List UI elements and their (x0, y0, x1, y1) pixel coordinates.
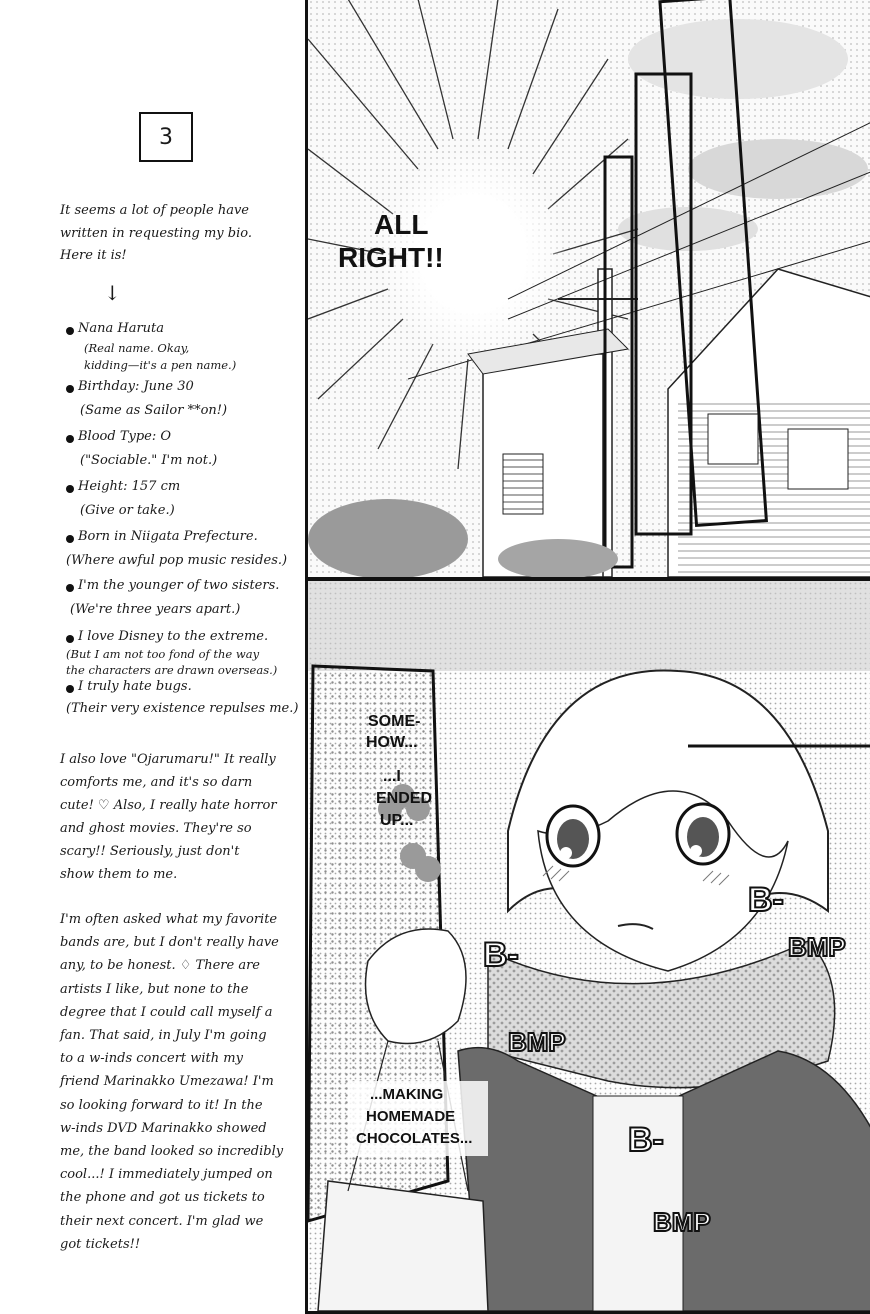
paragraph-line: I'm often asked what my favorite (60, 912, 278, 927)
paragraph-line: show them to me. (60, 867, 178, 882)
paper-bag (318, 1181, 488, 1311)
paragraph-line: scary!! Seriously, just don't (60, 844, 240, 859)
street-scene-art (308, 0, 870, 577)
paragraph-line: so looking forward to it! In the (60, 1097, 263, 1113)
bio-item-note: (Real name. Okay, (84, 341, 190, 355)
cloud-shape (688, 139, 868, 199)
bio-item-note: ("Sociable." I'm not.) (80, 453, 218, 468)
bullet-icon (66, 327, 74, 335)
paragraph-line: comforts me, and it's so darn (60, 775, 253, 790)
paragraph-line: fan. That said, in July I'm going (60, 1028, 267, 1044)
sfx-bbmp-middle: B- BMP (483, 936, 566, 1057)
bio-item-text: I'm the younger of two sisters. (78, 578, 280, 593)
bio-list (60, 318, 300, 718)
bio-item-note: (But I am not too fond of the way (66, 647, 260, 661)
sfx-bbmp-right: B- BMP (748, 881, 846, 962)
cloud-shape (618, 207, 758, 251)
bullet-icon (66, 385, 74, 393)
paragraph-ojarumaru (60, 748, 277, 886)
paragraph-line: cute! ♡ Also, I really hate horror (60, 798, 277, 813)
paragraph-bands (60, 908, 283, 1256)
panel-girl-with-bag (305, 578, 870, 1314)
bio-item-text: Born in Niigata Prefecture. (78, 529, 258, 544)
speech-making-chocolates: ...MAKING HOMEMADE CHOCOLATES... (356, 1086, 473, 1147)
sfx-all-right-line2: RIGHT!! (338, 242, 444, 273)
panel-street-scene (305, 0, 870, 580)
bio-item-text: Blood Type: O (78, 429, 172, 444)
bio-item-text: I love Disney to the extreme. (78, 629, 269, 644)
bio-item-text: Nana Haruta (78, 321, 165, 336)
bio-item-note: kidding—it's a pen name.) (84, 358, 237, 372)
intro-line: It seems a lot of people have (60, 203, 249, 218)
speech-somehow: SOME- HOW... (366, 713, 421, 751)
paragraph-line: got tickets!! (60, 1236, 141, 1252)
bullet-icon (66, 584, 74, 592)
paragraph-line: their next concert. I'm glad we (60, 1213, 264, 1229)
paragraph-line: to a w-inds concert with my (60, 1051, 243, 1067)
paragraph-line: me, the band looked so incredibly (60, 1144, 284, 1160)
sfx-bbmp-bottom: B- BMP (628, 1121, 711, 1237)
paragraph-line: degree that I could call myself a (60, 1004, 273, 1020)
down-arrow-icon: ↓ (104, 281, 121, 305)
paragraph-line: I also love "Ojarumaru!" It really (60, 752, 276, 767)
paragraph-line: cool...! I immediately jumped on (60, 1167, 273, 1183)
bullet-icon (66, 535, 74, 543)
bio-item-note: (We're three years apart.) (70, 602, 241, 617)
intro-line: Here it is! (60, 248, 127, 263)
sfx-all-right-line1: ALL (374, 209, 429, 240)
bio-item-note: the characters are drawn overseas.) (66, 663, 278, 677)
tree-foliage (308, 499, 468, 577)
bio-item-note: (Their very existence repulses me.) (66, 701, 299, 716)
bio-item-note: (Give or take.) (80, 503, 175, 518)
bullet-icon (66, 485, 74, 493)
paragraph-line: any, to be honest. ♢ There are (60, 958, 260, 974)
paragraph-line: and ghost movies. They're so (60, 821, 252, 836)
author-notes-column (60, 0, 300, 1304)
bullet-icon (66, 685, 74, 693)
paragraph-line: w-inds DVD Marinakko showed (60, 1120, 267, 1136)
bio-item-text: Height: 157 cm (78, 479, 181, 494)
bullet-icon (66, 435, 74, 443)
paragraph-line: artists I like, but none to the (60, 981, 249, 997)
bio-item-text: I truly hate bugs. (78, 679, 192, 694)
bullet-icon (66, 635, 74, 643)
bio-item-text: Birthday: June 30 (78, 379, 194, 394)
intro-line: written in requesting my bio. (60, 225, 252, 241)
page-number: 3 (159, 124, 173, 150)
bio-item-note: (Where awful pop music resides.) (66, 553, 288, 568)
girl-scene-art (308, 581, 870, 1311)
intro-text (60, 200, 252, 268)
speech-ended-up: ...I ENDED UP... (376, 768, 433, 829)
bio-item-note: (Same as Sailor **on!) (80, 403, 228, 418)
paragraph-line: the phone and got us tickets to (60, 1190, 265, 1206)
paragraph-line: friend Marinakko Umezawa! I'm (60, 1074, 274, 1090)
paragraph-line: bands are, but I don't really have (60, 935, 279, 951)
